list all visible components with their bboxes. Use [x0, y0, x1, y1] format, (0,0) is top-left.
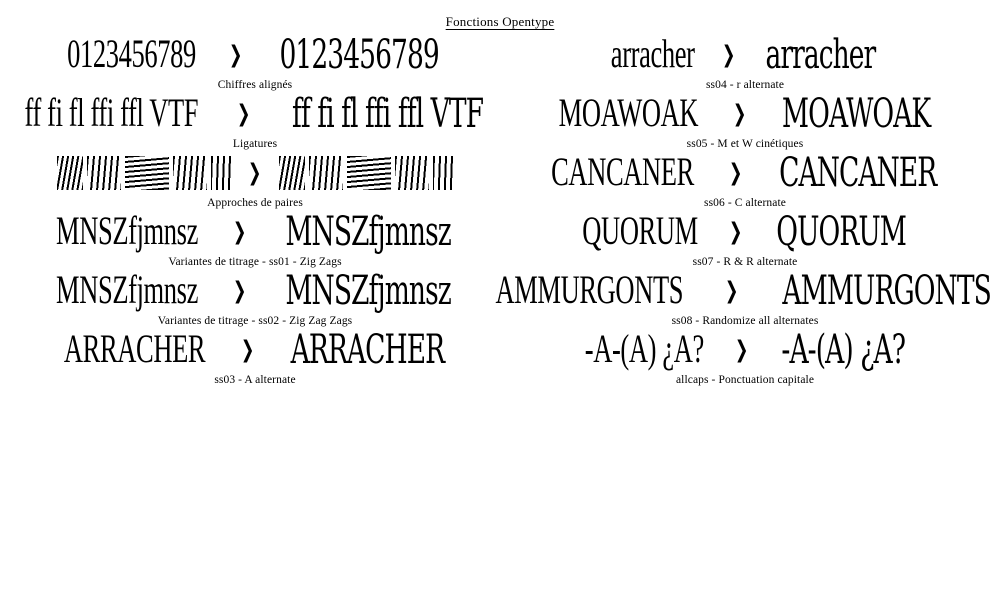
feature-aligned-figures: [18, 31, 492, 91]
arrow-icon: ❯: [729, 219, 743, 245]
sample-ss01: [36, 208, 473, 256]
stripe-vertical-icon: [395, 156, 429, 190]
glyph-before: QUORUM: [582, 209, 698, 254]
glyph-before: arracher: [611, 32, 695, 77]
caption-ss06: ss06 - C alternate: [704, 197, 786, 209]
caption-aligned-figures: Chiffres alignés: [217, 79, 293, 91]
caption-ss07: ss07 - R & R alternate: [692, 256, 798, 268]
glyph-before: 0123456789: [66, 32, 196, 77]
glyph-after: MNSZfjmnsz: [284, 267, 451, 315]
stripe-horizontal-icon: [347, 156, 391, 190]
arrow-icon: ❯: [237, 101, 251, 127]
glyph-after: ARRACHER: [290, 326, 444, 374]
glyph-before: MNSZfjmnsz: [56, 268, 199, 313]
feature-ss01: [18, 208, 492, 268]
caption-allcaps: allcaps - Ponctuation capitale: [675, 374, 815, 386]
sample-kerning-pairs: [55, 156, 454, 190]
glyph-after: AMMURGONTS: [782, 267, 992, 315]
glyph-before: ARRACHER: [64, 327, 206, 372]
sample-ss07: [566, 208, 924, 256]
stripe-vertical-icon: [173, 156, 207, 190]
feature-columns: [0, 31, 1000, 392]
arrow-icon: ❯: [248, 160, 262, 186]
glyph-after: 0123456789: [279, 31, 439, 79]
glyph-after: -A-(A) ¿A?: [781, 326, 905, 374]
stripe-group-before: [57, 156, 231, 190]
arrow-icon: ❯: [724, 278, 739, 304]
caption-ss03: ss03 - A alternate: [214, 374, 296, 386]
stripe-vertical-icon: [279, 156, 305, 190]
caption-ss05: ss05 - M et W cinétiques: [686, 138, 804, 150]
sample-ss02: [36, 267, 473, 315]
sample-ss08: [469, 267, 1000, 315]
feature-kerning-pairs: [18, 156, 492, 209]
feature-ss08: [495, 267, 992, 327]
page-title: Fonctions Opentype: [445, 14, 555, 29]
sample-allcaps: [568, 326, 922, 374]
glyph-after: QUORUM: [775, 208, 906, 256]
glyph-before: MOAWOAK: [558, 91, 698, 136]
feature-ss05: [508, 90, 982, 150]
sample-ss03: [44, 326, 465, 374]
stripe-vertical-icon: [57, 156, 83, 190]
arrow-icon: ❯: [233, 219, 247, 245]
feature-ss07: [508, 208, 982, 268]
arrow-icon: ❯: [721, 42, 736, 68]
sample-ss06: [531, 149, 959, 197]
glyph-after: CANCANER: [779, 149, 937, 197]
sample-ligatures: [0, 90, 510, 138]
glyph-after: MOAWOAK: [781, 90, 931, 138]
sample-aligned-figures: [49, 31, 462, 79]
stripe-vertical-icon: [433, 156, 453, 190]
feature-ss02: [18, 267, 492, 327]
feature-ss03: [18, 326, 492, 386]
arrow-icon: ❯: [233, 278, 247, 304]
arrow-icon: ❯: [735, 337, 749, 363]
stripe-vertical-icon: [87, 156, 121, 190]
glyph-after: ff fi fl ffi ffl VTF: [292, 90, 484, 138]
sample-ss04: [599, 31, 890, 79]
left-column: [0, 31, 500, 392]
caption-kerning-pairs: Approches de paires: [207, 197, 303, 209]
caption-ss01: Variantes de titrage - ss01 - Zig Zags: [168, 256, 342, 268]
feature-ss06: [508, 149, 982, 209]
glyph-before: AMMURGONTS: [495, 268, 684, 313]
caption-ss04: ss04 - r alternate: [705, 79, 785, 91]
caption-ss02: Variantes de titrage - ss02 - Zig Zag Zags: [157, 315, 353, 327]
stripe-horizontal-icon: [125, 156, 169, 190]
arrow-icon: ❯: [729, 160, 743, 186]
glyph-before: MNSZfjmnsz: [56, 209, 199, 254]
arrow-icon: ❯: [228, 42, 243, 68]
stripe-vertical-icon: [309, 156, 343, 190]
glyph-before: -A-(A) ¿A?: [584, 327, 704, 372]
feature-ligatures: [18, 90, 492, 150]
right-column: [495, 31, 1000, 392]
glyph-before: CANCANER: [551, 150, 695, 195]
glyph-after: MNSZfjmnsz: [284, 208, 451, 256]
arrow-icon: ❯: [732, 101, 747, 127]
stripe-vertical-icon: [211, 156, 231, 190]
glyph-after: arracher: [765, 31, 876, 79]
feature-ss04: [508, 31, 982, 91]
arrow-icon: ❯: [240, 337, 254, 363]
feature-allcaps: [508, 326, 982, 386]
glyph-before: ff fi fl ffi ffl VTF: [24, 91, 198, 136]
caption-ligatures: Ligatures: [232, 138, 278, 150]
sample-ss05: [539, 90, 951, 138]
stripe-group-after: [279, 156, 453, 190]
caption-ss08: ss08 - Randomize all alternates: [671, 315, 819, 327]
